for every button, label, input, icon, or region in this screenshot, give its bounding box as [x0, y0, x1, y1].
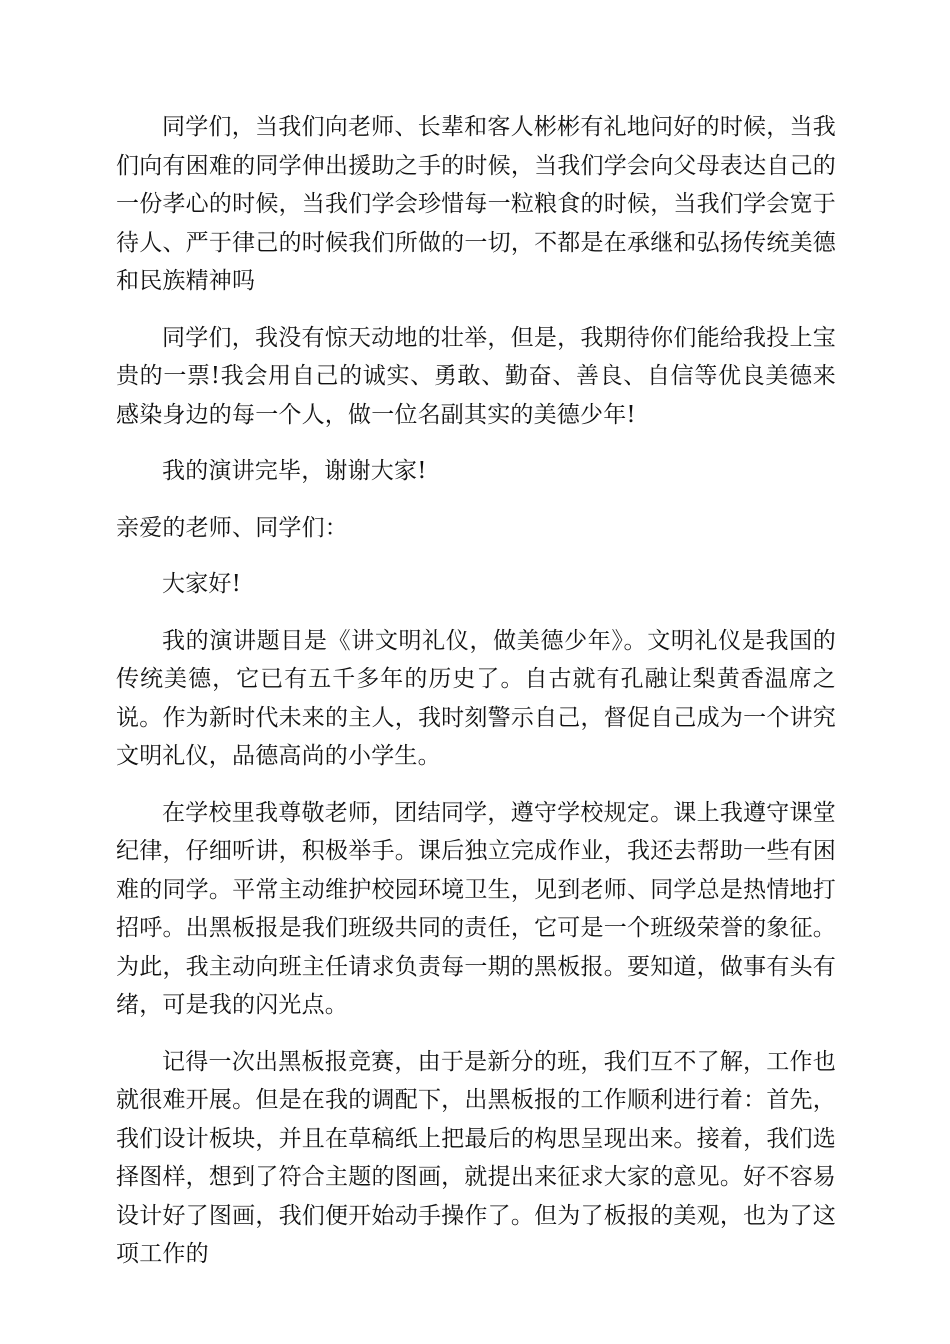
paragraph-greeting: 大家好! — [162, 571, 242, 597]
document-body — [116, 108, 836, 1292]
paragraph-salutation: 亲爱的老师、同学们： — [116, 514, 348, 541]
paragraph-speech-closing: 我的演讲完毕，谢谢大家! — [162, 458, 427, 484]
paragraph-blackboard-contest: 记得一次出黑板报竞赛，由于是新分的班，我们互不了解，工作也就很难开展。但是在我的调配下，出黑板报的工作顺利进行着：首先，我们设计板块，并且在草稿纸上把最后的构思呈现出来。接着，我们选择图样，想到了符合主题的图画，就提出来征求大家的意见。好不容易设计好了图画，我们便开始动手操作了。但为了板报的美观，也为了这项工作的 — [116, 1048, 836, 1267]
paragraph-traditional-virtues: 同学们，当我们向老师、长辈和客人彬彬有礼地问好的时候，当我们向有困难的同学伸出援助之手的时候，当我们学会向父母表达自己的一份孝心的时候，当我们学会珍惜每一粒粮食的时候，当我们学会宽于待人、严于律己的时候我们所做的一切，不都是在承继和弘扬传统美德和民族精神吗 — [116, 114, 836, 294]
paragraph-school-conduct: 在学校里我尊敬老师，团结同学，遵守学校规定。课上我遵守课堂纪律，仔细听讲，积极举手。课后独立完成作业，我还去帮助一些有困难的同学。平常主动维护校园环境卫生，见到老师、同学总是热情地打招呼。出黑板报是我们班级共同的责任，它可是一个班级荣誉的象征。为此，我主动向班主任请求负责每一期的黑板报。要知道，做事有头有绪，可是我的闪光点。 — [116, 799, 836, 1018]
paragraph-speech-topic: 我的演讲题目是《讲文明礼仪，做美德少年》。文明礼仪是我国的传统美德，它已有五千多年的历史了。自古就有孔融让梨黄香温席之说。作为新时代未来的主人，我时刻警示自己，督促自己成为一个讲究文明礼仪，品德高尚的小学生。 — [116, 627, 836, 769]
paragraph-vote-request: 同学们，我没有惊天动地的壮举，但是，我期待你们能给我投上宝贵的一票!我会用自己的诚实、勇敢、勤奋、善良、自信等优良美德来感染身边的每一个人，做一位名副其实的美德少年! — [116, 324, 836, 428]
